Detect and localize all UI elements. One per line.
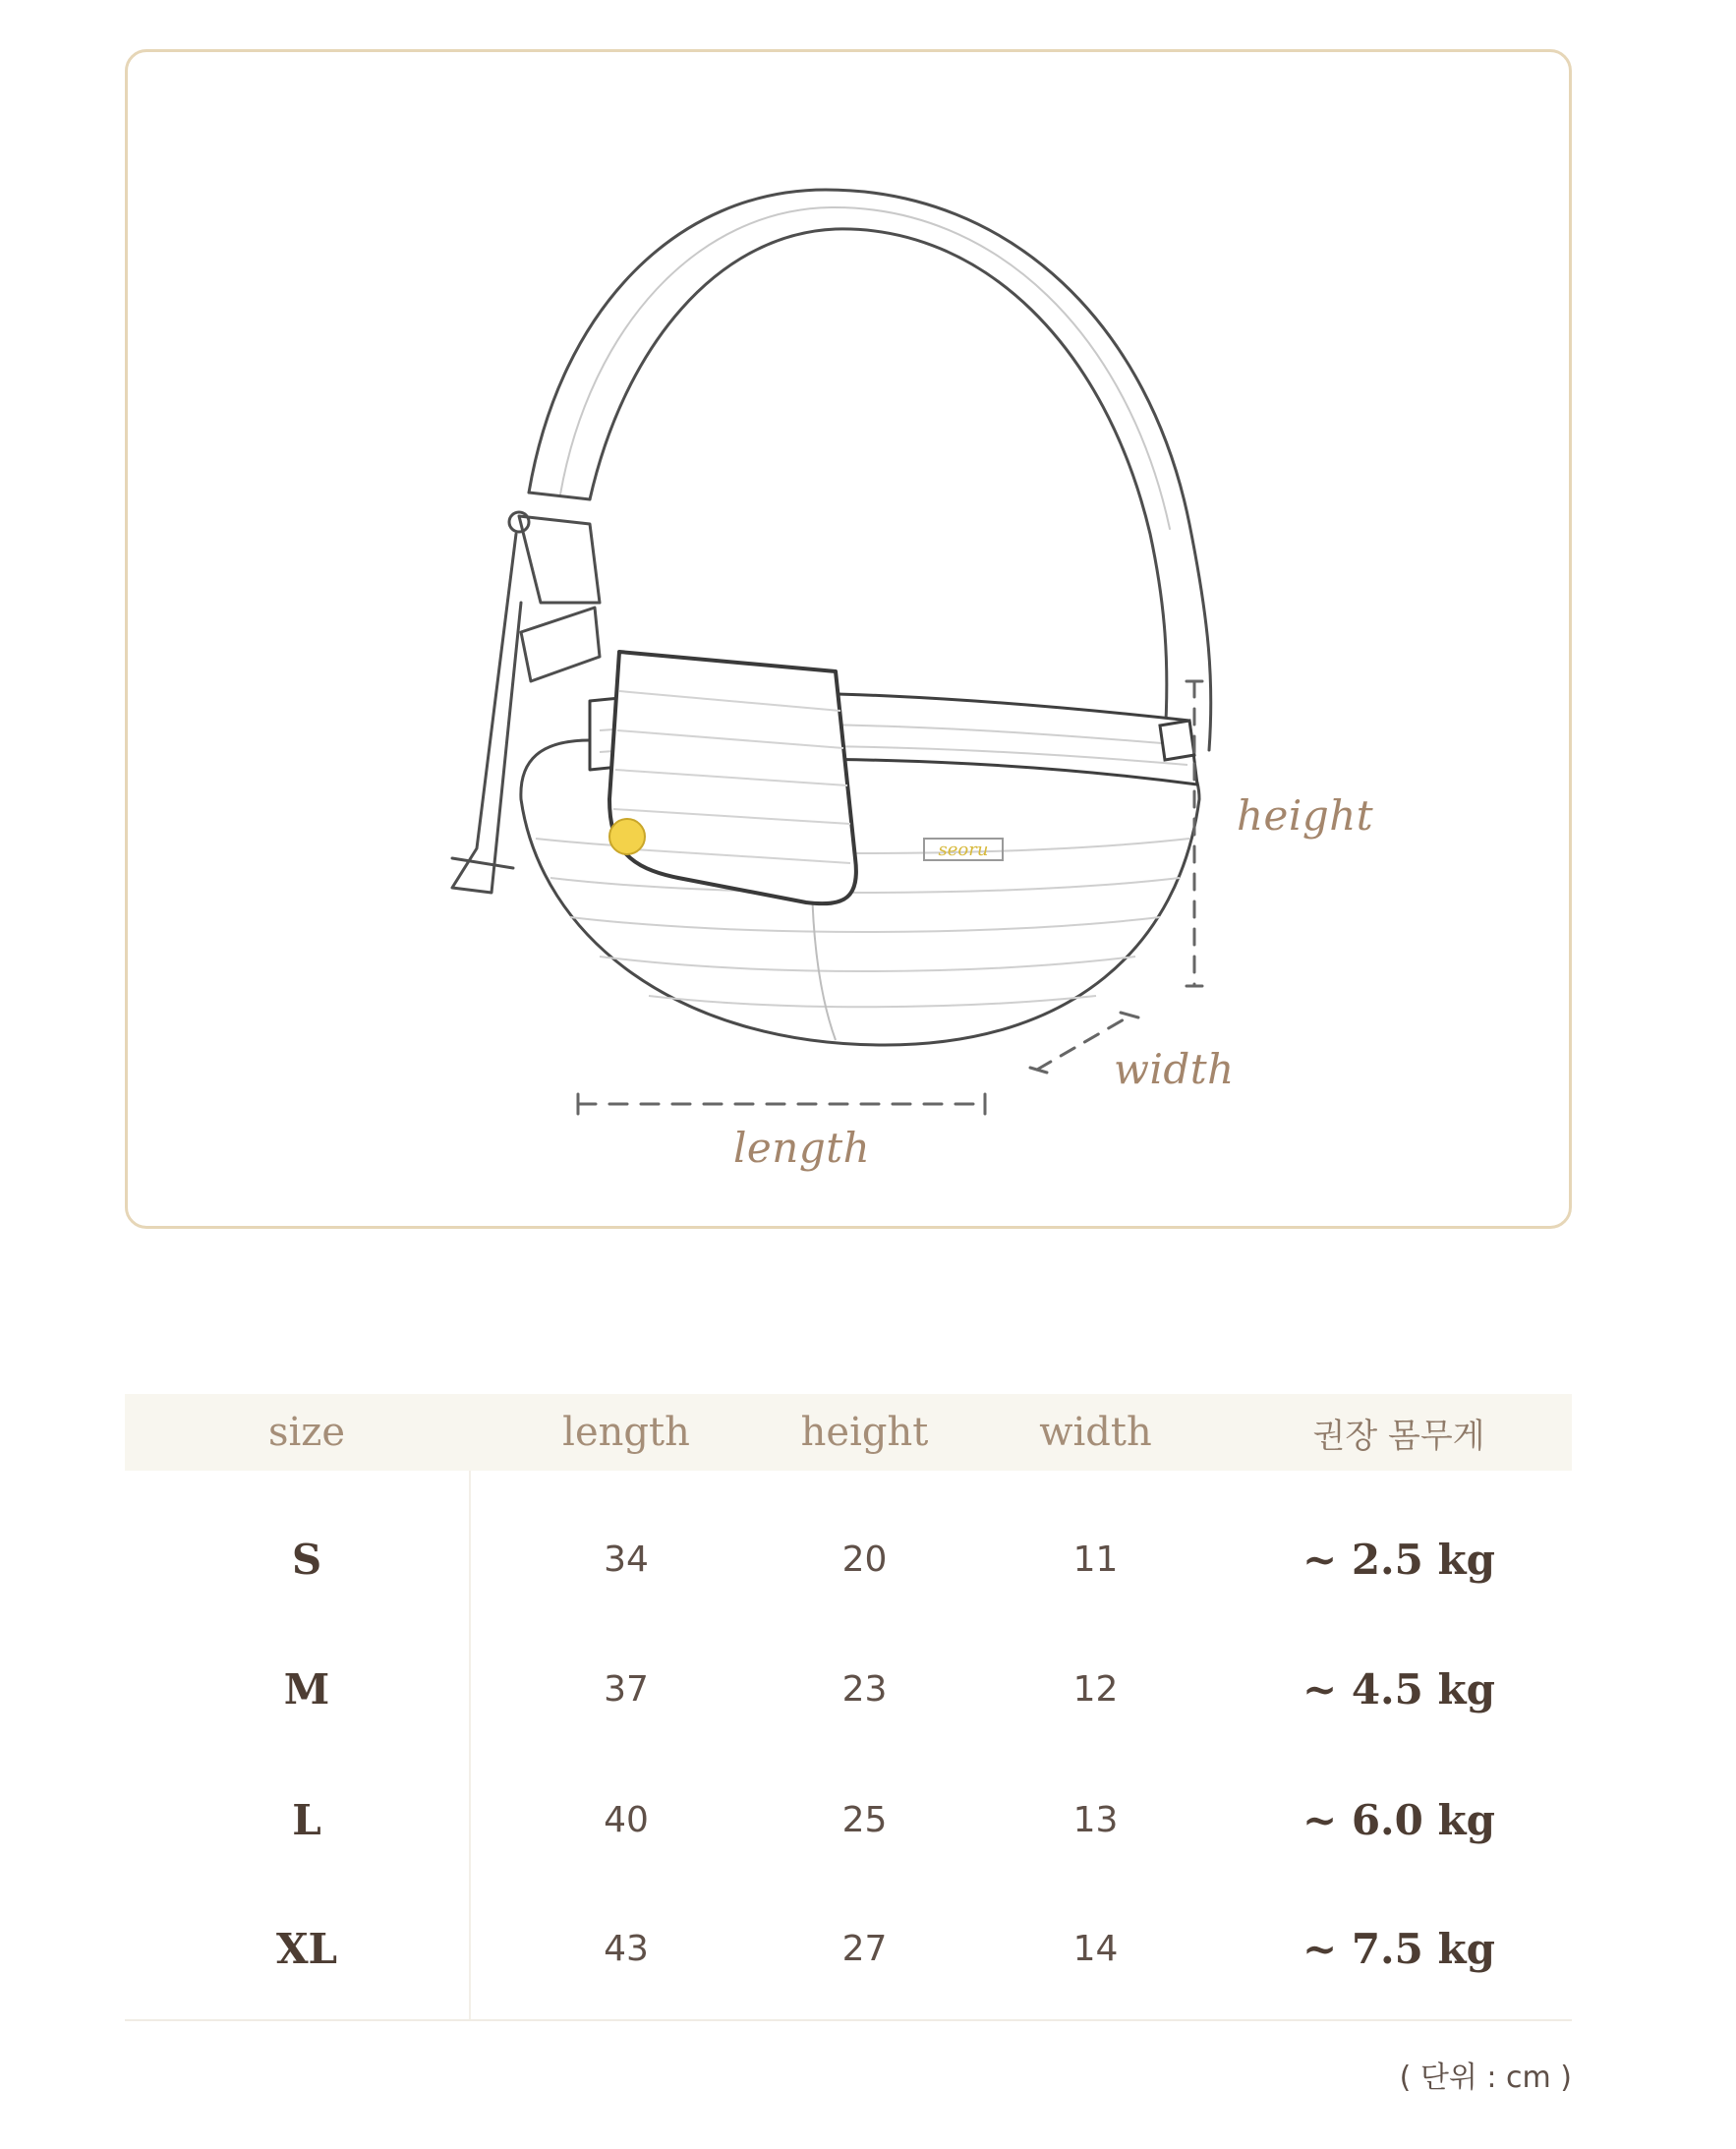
- table-row: [125, 1919, 1572, 1978]
- length-cell: 40: [604, 1799, 649, 1840]
- table-body: [125, 1471, 1572, 2021]
- length-cell: 37: [604, 1668, 649, 1710]
- weight-cell: ~ 7.5 kg: [1302, 1924, 1495, 1973]
- header-height: height: [800, 1410, 929, 1455]
- table-row: [125, 1790, 1572, 1849]
- header-length: length: [562, 1410, 690, 1455]
- weight-cell: ~ 6.0 kg: [1302, 1795, 1495, 1844]
- height-cell: 25: [841, 1799, 888, 1840]
- weight-cell: ~ 4.5 kg: [1302, 1664, 1495, 1713]
- unit-note: ( 단위 : cm ): [1399, 2061, 1572, 2095]
- brand-tag-text: seoru: [938, 840, 989, 860]
- table-header: [125, 1394, 1572, 1471]
- size-cell: L: [292, 1795, 321, 1844]
- bag-illustration: [128, 52, 1575, 1232]
- weight-cell: ~ 2.5 kg: [1302, 1535, 1495, 1584]
- width-cell: 12: [1072, 1668, 1119, 1710]
- width-cell: 13: [1072, 1799, 1119, 1840]
- width-cell: 11: [1072, 1539, 1119, 1580]
- size-cell: XL: [275, 1924, 338, 1973]
- size-cell: S: [291, 1535, 322, 1584]
- bag-diagram-card: [125, 49, 1572, 1229]
- header-recommended-weight: 권장 몸무게: [1312, 1416, 1485, 1456]
- gold-badge-icon: [609, 819, 645, 854]
- table-row: [125, 1530, 1572, 1589]
- height-cell: 20: [841, 1539, 888, 1580]
- length-dimension-label: length: [733, 1124, 871, 1172]
- width-dimension-label: width: [1114, 1045, 1235, 1093]
- width-cell: 14: [1072, 1928, 1119, 1969]
- height-dimension-label: height: [1237, 791, 1374, 840]
- size-cell: M: [283, 1664, 330, 1713]
- height-cell: 27: [841, 1928, 888, 1969]
- height-cell: 23: [841, 1668, 888, 1710]
- size-table: [125, 1394, 1572, 2021]
- header-width: width: [1039, 1410, 1152, 1455]
- header-size: size: [267, 1410, 346, 1455]
- length-cell: 43: [604, 1928, 649, 1969]
- length-cell: 34: [604, 1539, 649, 1580]
- table-row: [125, 1659, 1572, 1718]
